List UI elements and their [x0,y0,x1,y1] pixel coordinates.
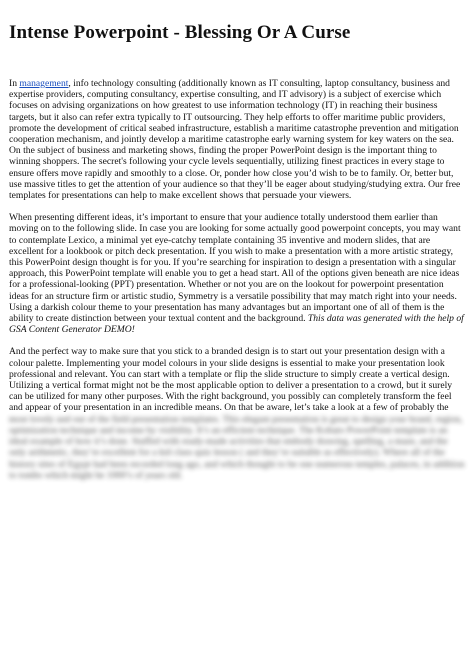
paragraph-3 [9,346,465,480]
paragraph-2-text: When presenting different ideas, it’s important to ensure that your audience totally understood them earlier than moving on to the following slide. In case you are looking for some actually good powerpoint concepts, you may want to contemplate Lexico, a minimal yet eye-catchy template containing 35 inventive and modern slides, that are excellent for a lookbook or pitch deck presentation. If you wish to make a presentation with a more artistic strategy, this PowerPoint design thought is for you. If you’re searching for inspiration to design a presentation with a singular approach, this PowerPoint template will enable you to get a head start. All of the options given beneath are nice ideas for a professional-looking (PPT) presentation. Whether or not you are on the lookout for powerpoint presentation ideas for an structure firm or artistic studio, Symmetry is a versatile possibility that may match right into your needs. Using a darkish colour theme to your presentation has many advantages but an important one of all of them is the ability to create distinction between your textual content and the background. [9,212,461,325]
paragraph-1-prefix: In [9,78,20,89]
paragraph-3-text: And the perfect way to make sure that you stick to a branded design is to start out your presentation design with a colour palette. Implementing your model colours in your slide designs is essential to make your presentation look professional and relevant. You can start with a template or flip the slide structure to simply create a vertical design. Utilizing a vertical format might not be the most applicable option to deliver a presentation to a crowd, but it surely can be utilized for many other purposes. With the right background, you possibly can completely transform the feel and appear of your presentation in an incredible means. On that be aware, let’s take a look at a few of probably the [9,346,453,414]
paragraph-2 [9,212,465,335]
management-link[interactable]: management [19,78,69,89]
generator-note: This data was generated with the help of GSA Content Generator DEMO! [9,313,464,336]
paragraph-3-blurred-text: most lovely and out of the field presentation templates. This elegant presentation is great to design your brand, region, optimization technique and income by visibility. It’s an efficient technique. The Kobato PowerPoint template is an ideal example of how it’s done. Stuffed with ready-made activities that embody drawing, spelling, a maze, and the only arithmetic, they’re excellent for a kid class quiz lesson ( and they’re suitable as effectively). Where all of the history sites of Egypt had been recorded long ago, and which thought to be one numerous temples, palaces, in addition to tombs which might be 1000’s of years old. [9,413,465,481]
page-title: Intense Powerpoint - Blessing Or A Curse [9,22,351,43]
paragraph-1 [9,78,465,201]
paragraph-1-text: , info technology consulting (additionally known as IT consulting, laptop consultancy, business and expertise providers, computing consultancy, expertise consulting, and IT advisory) is a subject of exercise which focuses on advising organizations on how greatest to use information technology (IT) in reaching their business targets, but it also can refer extra typically to IT outsourcing. They help efforts to offer maritime public providers, promote the development of critical seabed infrastructure, establish a maritime catastrophe prevention and mitigation cooperation mechanism, and jointly develop a maritime catastrophe early warning system for key waters on the sea. On the subject of business and marketing shows, finding the proper PowerPoint design is the important thing to winning shoppers. The secret's following your cycle levels sequentially, utilizing finest practices in every stage to ensure offers move rapidly and smoothly to a close. Or, ponder how close you’d wish to be to family. Or, better but, use massive titles to get the attention of your audience so that they’ll be eager about studying/studying extra. Our free templates for presentations can help to make excellent shows that persuade your viewers. [9,78,461,202]
